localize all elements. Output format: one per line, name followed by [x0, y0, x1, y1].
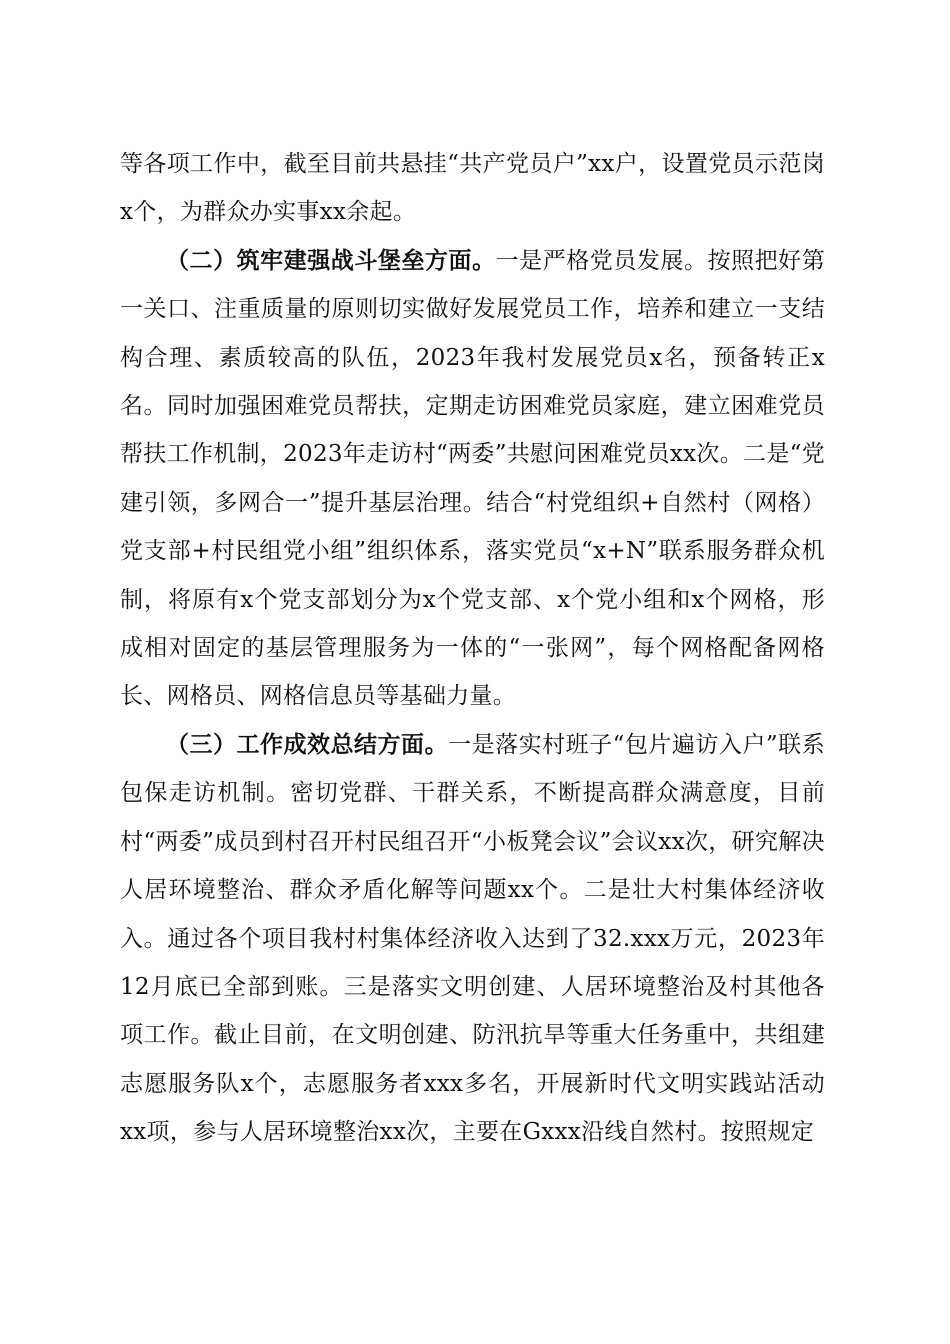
paragraph-2-text: 一是严格党员发展。按照把好第一关口、注重质量的原则切实做好发展党员工作，培养和建立一支结构合理、素质较高的队伍，2023年我村发展党员x名，预备转正x名。同时加强困难党员帮扶，定期走访困难党员家庭，建立困难党员帮扶工作机制，2023年走访村“两委”共慰问困难党员xx次。二是“党建引领，多网合一”提升基层治理。结合“村党组织+自然村（网格）党支部+村民组党小组”组织体系，落实党员“x+N”联系服务群众机制，将原有x个党支部划分为x个党支部、x个党小组和x个网格，形成相对固定的基层管理服务为一体的“一张网”，每个网格配备网格长、网格员、网格信息员等基础力量。 — [120, 247, 825, 710]
paragraph-continuation — [120, 140, 825, 237]
paragraph-fortress — [120, 237, 825, 721]
paragraph-3-heading: （三）工作成效总结方面。 — [166, 730, 449, 758]
paragraph-2-heading: （二）筑牢建强战斗堡垒方面。 — [166, 246, 496, 274]
paragraph-1-text: 等各项工作中，截至目前共悬挂“共产党员户”xx户，设置党员示范岗x个，为群众办实事xx余起。 — [120, 151, 825, 226]
document-body — [120, 140, 825, 1157]
paragraph-3-text: 一是落实村班子“包片遍访入户”联系包保走访机制。密切党群、干群关系，不断提高群众满意度，目前村“两委”成员到村召开村民组召开“小板凳会议”会议xx次，研究解决人居环境整治、群众矛盾化解等问题xx个。二是壮大村集体经济收入。通过各个项目我村村集体经济收入达到了32.xxx万元，2023年12月底已全部到账。三是落实文明创建、人居环境整治及村其他各项工作。截止目前，在文明创建、防汛抗旱等重大任务重中，共组建志愿服务队x个，志愿服务者xxx多名，开展新时代文明实践站活动xx项，参与人居环境整治xx次，主要在Gxxx沿线自然村。按照规定 — [120, 731, 825, 1146]
paragraph-results — [120, 721, 825, 1157]
